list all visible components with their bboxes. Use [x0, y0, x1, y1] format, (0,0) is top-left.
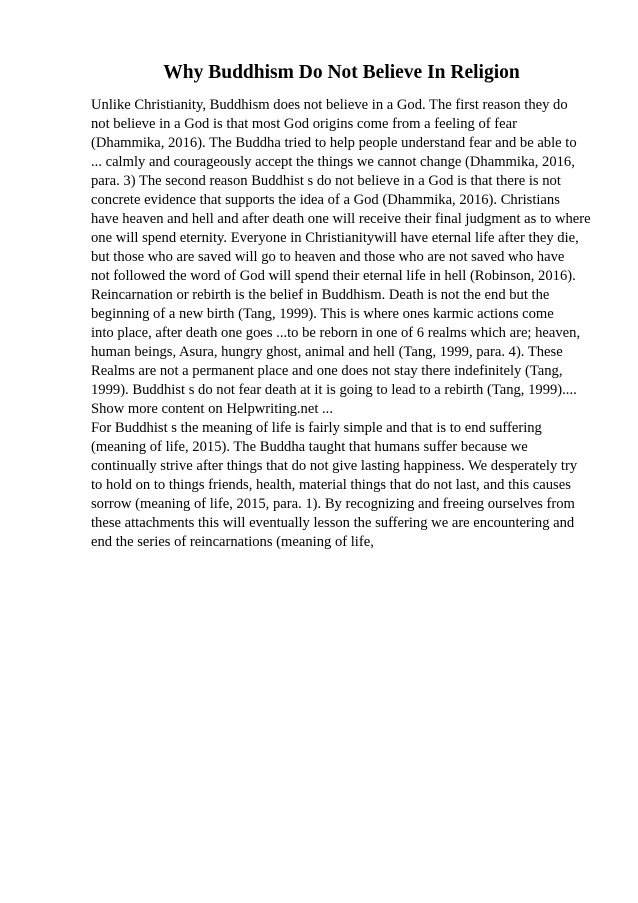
text-line: but those who are saved will go to heaven and those who are not saved who have — [91, 249, 565, 265]
text-line: For Buddhist s the meaning of life is fairly simple and that is to end suffering — [91, 420, 542, 436]
text-line: Reincarnation or rebirth is the belief in Buddhism. Death is not the end but the — [91, 287, 550, 303]
text-line: 1999). Buddhist s do not fear death at it is going to lead to a rebirth (Tang, 1999).... — [91, 382, 577, 398]
text-line: one will spend eternity. Everyone in Christianitywill have eternal life after they die, — [91, 230, 579, 246]
text-line: these attachments this will eventually lesson the suffering we are encountering and — [91, 515, 575, 531]
text-line: (Dhammika, 2016). The Buddha tried to help people understand fear and be able to — [91, 135, 577, 151]
text-line: para. 3) The second reason Buddhist s do not believe in a God is that there is not — [91, 173, 561, 189]
text-line: human beings, Asura, hungry ghost, animal and hell (Tang, 1999, para. 4). These — [91, 344, 563, 360]
body-text — [91, 96, 591, 552]
text-line: not believe in a God is that most God origins come from a feeling of fear — [91, 116, 517, 132]
text-line: beginning of a new birth (Tang, 1999). This is where ones karmic actions come — [91, 306, 554, 322]
text-line: Unlike Christianity, Buddhism does not believe in a God. The first reason they do — [91, 97, 568, 113]
text-line: (meaning of life, 2015). The Buddha taught that humans suffer because we — [91, 439, 528, 455]
text-line: Realms are not a permanent place and one does not stay there indefinitely (Tang, — [91, 363, 563, 379]
text-line: not followed the word of God will spend their eternal life in hell (Robinson, 2016). — [91, 268, 576, 284]
text-line: concrete evidence that supports the idea of a God (Dhammika, 2016). Christians — [91, 192, 560, 208]
text-line: end the series of reincarnations (meaning of life, — [91, 534, 374, 550]
text-line: ... calmly and courageously accept the things we cannot change (Dhammika, 2016, — [91, 154, 575, 170]
text-line: sorrow (meaning of life, 2015, para. 1). By recognizing and freeing ourselves from — [91, 496, 575, 512]
text-line: have heaven and hell and after death one will receive their final judgment as to where — [91, 211, 591, 227]
text-line: Show more content on Helpwriting.net ... — [91, 401, 333, 417]
text-line: into place, after death one goes ...to be reborn in one of 6 realms which are; heaven, — [91, 325, 581, 341]
text-line: continually strive after things that do not give lasting happiness. We desperately try — [91, 458, 578, 474]
page-title: Why Buddhism Do Not Believe In Religion — [163, 62, 520, 83]
text-line: to hold on to things friends, health, material things that do not last, and this causes — [91, 477, 571, 493]
